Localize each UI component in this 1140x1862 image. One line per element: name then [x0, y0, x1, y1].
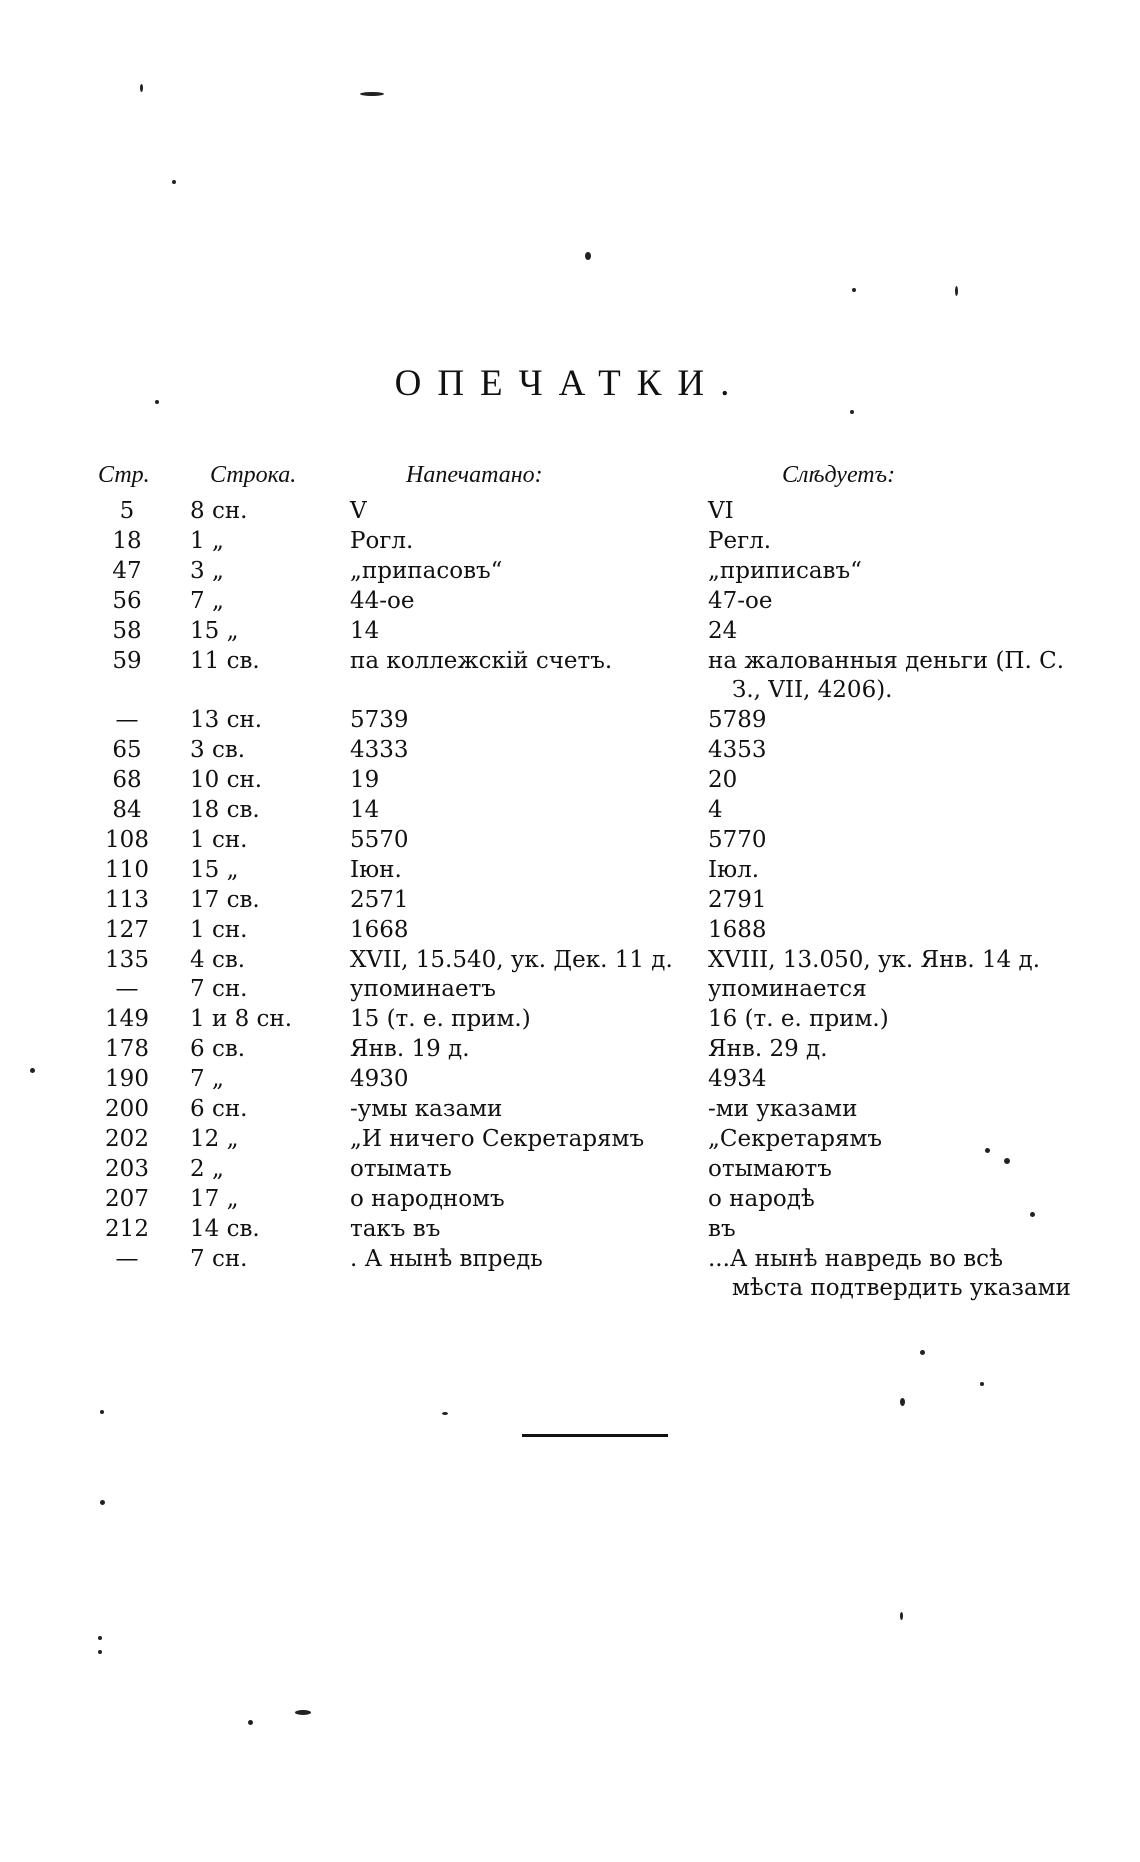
closing-rule	[522, 1434, 668, 1437]
scan-speck	[850, 410, 854, 414]
scan-speck	[100, 1500, 105, 1505]
header-printed: Напечатано:	[406, 462, 543, 488]
line-ref: 7 „	[190, 587, 224, 614]
page-number: 200	[105, 1096, 149, 1122]
correct-text: 24	[708, 617, 738, 644]
header-page: Стр.	[98, 462, 150, 488]
line-ref: 7 „	[190, 1066, 224, 1093]
page-number: 190	[105, 1066, 149, 1093]
correct-text: Іюл.	[708, 856, 760, 883]
scan-speck	[900, 1398, 905, 1406]
page-number: 178	[105, 1036, 149, 1063]
page-number: 47	[112, 557, 142, 584]
scan-speck	[852, 288, 856, 292]
line-ref: 17 св.	[190, 886, 260, 913]
correct-text: о народѣ	[708, 1185, 815, 1212]
scan-speck	[920, 1350, 925, 1355]
correct-text: въ	[708, 1215, 736, 1242]
printed-text: 19	[350, 767, 380, 794]
correct-text: 47-ое	[708, 587, 773, 614]
printed-text: Янв. 19 д.	[350, 1036, 470, 1063]
line-ref: 15 „	[190, 617, 239, 644]
line-ref: 1 сн.	[190, 826, 248, 853]
printed-text: . А нынѣ впредь	[350, 1245, 543, 1272]
printed-text: 4333	[350, 737, 409, 764]
line-ref: 8 сн.	[190, 498, 248, 524]
page-number: 68	[112, 767, 142, 794]
line-ref: 11 св.	[190, 647, 260, 674]
page-number: 135	[105, 946, 149, 973]
page-number: —	[115, 707, 139, 734]
scan-speck	[1030, 1212, 1035, 1217]
printed-text: Рогл.	[350, 527, 414, 554]
printed-text: упоминаетъ	[350, 976, 496, 1003]
scan-speck	[98, 1650, 102, 1654]
header-line: Строка.	[210, 462, 297, 488]
correct-text: 1688	[708, 916, 767, 943]
page-number: —	[115, 1245, 139, 1272]
line-ref: 17 „	[190, 1185, 239, 1212]
correct-text: XVIII, 13.050, ук. Янв. 14 д.	[708, 946, 1041, 973]
scan-speck	[442, 1412, 448, 1415]
scan-speck	[1004, 1158, 1010, 1164]
correct-text: „Секретарямъ	[708, 1125, 883, 1152]
line-ref: 7 сн.	[190, 976, 248, 1003]
page-number: 149	[105, 1006, 149, 1033]
scan-speck	[295, 1710, 311, 1715]
scan-speck	[100, 1410, 104, 1414]
correct-text: 2791	[708, 886, 767, 913]
printed-text: 4930	[350, 1066, 409, 1093]
page-number: 203	[105, 1155, 149, 1182]
page-number: 18	[112, 527, 142, 554]
line-ref: 2 „	[190, 1155, 224, 1182]
page-number: 5	[119, 498, 135, 524]
page-number: 127	[105, 916, 149, 943]
correct-text: VI	[708, 498, 734, 524]
printed-text: 1668	[350, 916, 409, 943]
printed-text: па коллежскій счетъ.	[350, 647, 613, 674]
page-number: 110	[105, 856, 149, 883]
scan-speck	[955, 286, 958, 296]
line-ref: 1 сн.	[190, 916, 248, 943]
line-ref: 15 „	[190, 856, 239, 883]
printed-text: о народномъ	[350, 1185, 505, 1212]
page-number: 202	[105, 1125, 149, 1152]
printed-text: 44-ое	[350, 587, 415, 614]
correct-text: упоминается	[708, 976, 867, 1003]
line-ref: 13 сн.	[190, 707, 263, 734]
printed-text: V	[350, 498, 367, 524]
page-number: 108	[105, 826, 149, 853]
correct-text-continuation: З., VII, 4206).	[732, 677, 893, 704]
printed-text: 15 (т. е. прим.)	[350, 1006, 531, 1033]
printed-text: 5570	[350, 826, 409, 853]
scan-speck	[980, 1382, 984, 1386]
correct-text: 5789	[708, 707, 767, 734]
printed-text: такъ въ	[350, 1215, 441, 1242]
line-ref: 18 св.	[190, 797, 260, 823]
correct-text: 4	[708, 797, 723, 823]
page-title: ОПЕЧАТКИ.	[394, 363, 746, 404]
printed-text: XVII, 15.540, ук. Дек. 11 д.	[350, 946, 673, 973]
scan-speck	[985, 1148, 990, 1153]
scan-speck	[140, 84, 143, 92]
correct-text-continuation: мѣста подтвердить указами	[732, 1275, 1071, 1302]
scan-speck	[155, 400, 159, 404]
page-number: 207	[105, 1185, 149, 1212]
scan-speck	[360, 92, 384, 96]
line-ref: 12 „	[190, 1125, 239, 1152]
correct-text: 5770	[708, 826, 767, 853]
line-ref: 1 и 8 сн.	[190, 1006, 293, 1033]
scan-speck	[248, 1720, 253, 1725]
line-ref: 1 „	[190, 527, 224, 554]
header-correct: Слѣдуетъ:	[782, 462, 896, 488]
line-ref: 7 сн.	[190, 1245, 248, 1272]
correct-text: 4934	[708, 1066, 767, 1093]
page-number: 58	[112, 617, 142, 644]
page-number: —	[115, 976, 139, 1003]
printed-text: Іюн.	[350, 856, 402, 883]
correct-text: „приписавъ“	[708, 557, 862, 584]
printed-text: „припасовъ“	[350, 557, 503, 584]
line-ref: 6 св.	[190, 1036, 246, 1063]
line-ref: 14 св.	[190, 1215, 260, 1242]
printed-text: 14	[350, 617, 380, 644]
line-ref: 3 св.	[190, 737, 246, 764]
printed-text: „И ничего Секретарямъ	[350, 1125, 645, 1152]
correct-text: 20	[708, 767, 738, 794]
line-ref: 4 св.	[190, 946, 246, 973]
correct-text: на жалованныя деньги (П. С.	[708, 647, 1065, 674]
printed-text: 2571	[350, 886, 409, 913]
page-number: 84	[112, 797, 142, 823]
scan-speck	[900, 1612, 903, 1620]
page-number: 212	[105, 1215, 149, 1242]
line-ref: 10 сн.	[190, 767, 263, 794]
page-number: 59	[112, 647, 142, 674]
scan-speck	[30, 1068, 35, 1073]
correct-text: Регл.	[708, 527, 772, 554]
correct-text: отымаютъ	[708, 1155, 832, 1182]
line-ref: 6 сн.	[190, 1096, 248, 1122]
page-number: 113	[105, 886, 149, 913]
scan-speck	[585, 252, 591, 260]
printed-text: -умы казами	[350, 1096, 503, 1122]
printed-text: 5739	[350, 707, 409, 734]
scan-speck	[172, 180, 176, 184]
correct-text: ...А нынѣ навредь во всѣ	[708, 1245, 1003, 1272]
line-ref: 3 „	[190, 557, 224, 584]
page-number: 65	[112, 737, 142, 764]
scan-speck	[98, 1636, 102, 1640]
correct-text: Янв. 29 д.	[708, 1036, 828, 1063]
page-number: 56	[112, 587, 142, 614]
correct-text: 4353	[708, 737, 767, 764]
printed-text: отымать	[350, 1155, 452, 1182]
printed-text: 14	[350, 797, 380, 823]
correct-text: -ми указами	[708, 1096, 858, 1122]
correct-text: 16 (т. е. прим.)	[708, 1006, 889, 1033]
